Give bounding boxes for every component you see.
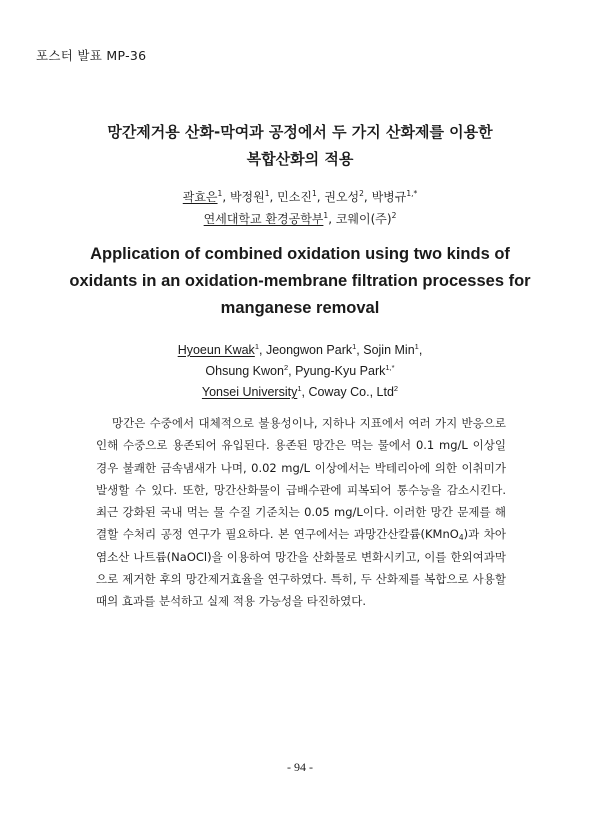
abstract-text-part-1: 망간은 수중에서 대체적으로 불용성이나, 지하나 지표에서 여러 가지 반응으로 인해 수중으로 용존되어 유입된다. 용존된 망간은 먹는 물에서 0.1 mg/L 이상일 경우 불쾌한 금속냄새가 나며, 0.02 mg/L 이상에서는 박테리아에 의한 이취미가 발생할 수 있다. 또한, 망간산화물이 급배수관에 피복되어 통수능을 감소시킨다. 최근 강화된 국내 먹는 물 수질 기준치는 0.05 mg/L이다. 이러한 망간 문제를 해결할 수처리 공정 연구가 필요하다. 본 연구에서는 과망간산칼륨(KMnO — [96, 416, 506, 542]
abstract-text-part-2: )과 차아염소산 나트륨(NaOCl)을 이용하여 망간을 산화물로 변화시키고, 이를 한외여과막으로 제거한 후의 망간제거효율을 연구하였다. 특히, 두 산화제를 복합으로 사용할 때의 효과를 분석하고 실제 적용 가능성을 타진하였다. — [96, 527, 506, 609]
author-ko-1-name: 곽효은 — [182, 190, 218, 204]
english-title — [40, 241, 560, 322]
author-ko-5 — [372, 190, 418, 204]
author-en-1-name: Hyoeun Kwak — [177, 343, 255, 357]
affiliation-en-1-sup: 1 — [297, 384, 302, 393]
english-title-line-3: manganese removal — [220, 299, 380, 317]
abstract-subscript: 4 — [458, 533, 464, 543]
session-label: 포스터 발표 MP-36 — [36, 48, 147, 63]
korean-title-line-2: 복합산화의 적용 — [246, 150, 354, 168]
korean-title-line-1: 망간제거용 산화-막여과 공정에서 두 가지 산화제를 이용한 — [107, 123, 493, 141]
affiliation-en-2-sup: 2 — [393, 384, 399, 393]
author-en-4-sup: 2 — [283, 363, 289, 372]
author-en-3-name: Sojin Min — [363, 343, 415, 357]
english-affiliation-line: Yonsei University$^1$, Coway Co., Ltd$^2$ — [201, 384, 399, 399]
author-ko-4: 권오성$^2$, — [324, 189, 372, 204]
author-ko-5-sup: 1,* — [406, 189, 418, 198]
author-en-1-sup: 1 — [254, 342, 259, 351]
author-en-5-name: Pyung-Kyu Park — [295, 364, 386, 378]
author-ko-2-name: 박정원 — [229, 190, 265, 204]
author-ko-1: 곽효은$^1$, — [182, 189, 230, 204]
author-ko-5-name: 박병규 — [371, 190, 407, 204]
affiliation-en-2-name: Coway Co., Ltd — [308, 385, 394, 399]
korean-authors-block — [40, 186, 560, 230]
english-title-line-1: Application of combined oxidation using two kinds of — [90, 245, 510, 263]
author-ko-3-name: 민소진 — [277, 190, 312, 204]
author-en-2-sup: 1 — [352, 342, 357, 351]
korean-title — [40, 119, 560, 173]
author-ko-3-sup: 1 — [311, 189, 317, 198]
english-author-line-1: Hyoeun Kwak$^1$, Jeongwon Park$^1$, Sojin Min$^1$, — [177, 342, 423, 357]
author-en-5-sup: 1,* — [385, 363, 395, 372]
affiliation-en-1-name: Yonsei University — [201, 385, 298, 399]
author-en-2-name: Jeongwon Park — [265, 343, 353, 357]
english-author-line-2: Ohsung Kwon$^2$, Pyung-Kyu Park$^{1,*}$ — [205, 363, 395, 378]
author-ko-2: 박정원$^1$, — [229, 189, 278, 204]
author-ko-1-sup: 1 — [217, 189, 223, 198]
english-title-line-2: oxidants in an oxidation-membrane filtration processes for — [69, 272, 531, 290]
affiliation-ko-1-name: 연세대학교 환경공학부 — [203, 212, 324, 226]
author-ko-3: 민소진$^1$, — [277, 189, 325, 204]
korean-affiliation-list: 연세대학교 환경공학부$^1$, 코웨이(주)$^2$ — [203, 211, 397, 226]
author-ko-4-sup: 2 — [359, 189, 364, 198]
page-number: - 94 - — [287, 760, 313, 774]
author-en-3-sup: 1 — [414, 342, 419, 351]
abstract-paragraph — [96, 412, 506, 613]
english-authors-block — [40, 340, 560, 403]
author-ko-4-name: 권오성 — [324, 190, 360, 204]
korean-author-list — [40, 186, 560, 208]
author-ko-2-sup: 1 — [264, 189, 270, 198]
affiliation-ko-2-sup: 2 — [391, 211, 397, 220]
affiliation-ko-2-name: 코웨이(주) — [335, 212, 392, 226]
author-en-4-name: Ohsung Kwon — [205, 364, 284, 378]
affiliation-ko-1-sup: 1 — [323, 211, 329, 220]
